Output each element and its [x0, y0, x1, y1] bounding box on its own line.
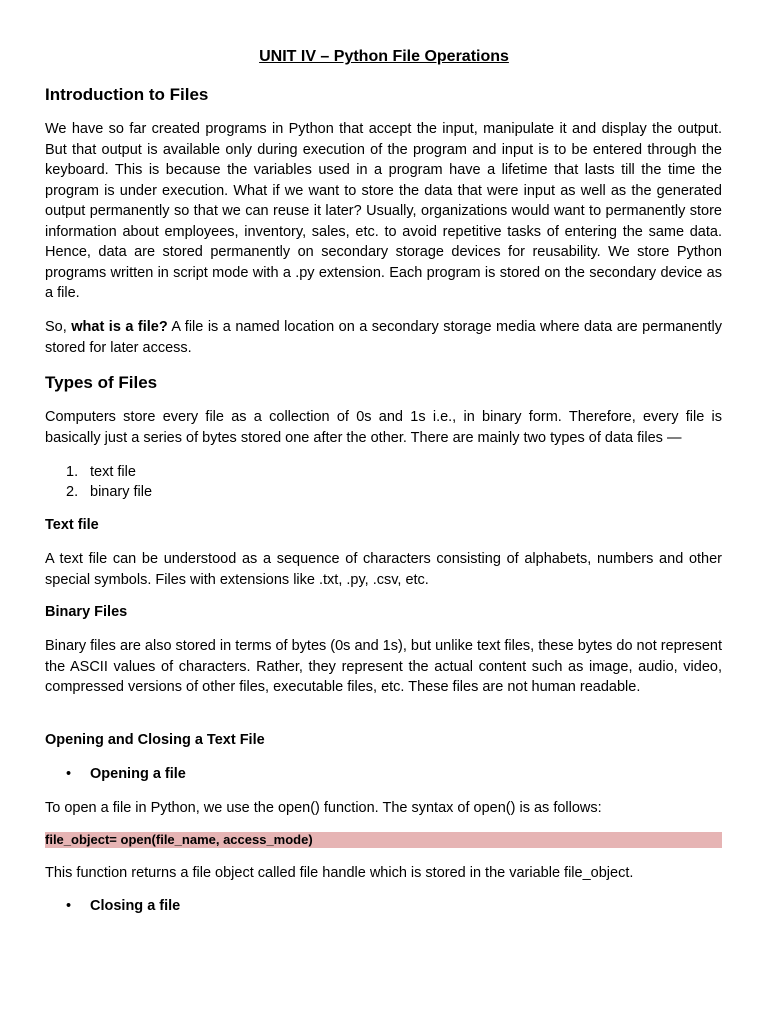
- binary-files-heading: Binary Files: [45, 604, 128, 620]
- list-number: 1.: [66, 464, 79, 480]
- para-bold-question: what is a file?: [71, 319, 168, 335]
- bullet-opening-file: [66, 764, 186, 784]
- para-prefix: So,: [45, 319, 72, 335]
- bullet-text: Closing a file: [90, 898, 181, 914]
- open-paragraph: To open a file in Python, we use the open() function. The syntax of open() is as follows:: [45, 800, 602, 816]
- syntax-code-line: file_object= open(file_name, access_mode): [45, 832, 722, 848]
- intro-paragraph: We have so far created programs in Python that accept the input, manipulate it and display the output. But that output is available only during execution of the program and input is to be entered through the keyboard. This is because the variables used in a program have a lifetime that lasts till the time the program is under execution. What if we want to store the data that were input as well as the generated output permanently so that we can reuse it later? Usually, organizations would want to permanently store information about employees, inventory, sales, etc. to avoid repetitive tasks of entering the same data. Hence, data are stored permanently on secondary storage devices for reusability. We store Python programs written in script mode with a .py extension. Each program is stored on the secondary device as a file.: [45, 121, 722, 301]
- list-item: [66, 462, 136, 482]
- text-file-heading: Text file: [45, 517, 99, 533]
- list-text: binary file: [90, 484, 153, 500]
- binary-files-paragraph: Binary files are also stored in terms of bytes (0s and 1s), but unlike text files, these bytes do not represent the ASCII values of characters. Rather, they represent the actual content such as image, audio, video, compressed versions of other files, executable files, etc. These files are not human readable.: [45, 638, 723, 695]
- bullet-icon: •: [66, 898, 72, 914]
- page-title: UNIT IV – Python File Operations: [259, 48, 509, 65]
- after-syntax-paragraph: This function returns a file object called file handle which is stored in the variable file_object.: [45, 865, 634, 881]
- bullet-closing-file: [66, 896, 180, 916]
- types-paragraph: Computers store every file as a collection of 0s and 1s i.e., in binary form. Therefore, every file is basically just a series of bytes stored one after the other. There are mainly two types of data files —: [45, 409, 722, 446]
- list-number: 2.: [66, 484, 79, 500]
- para-rest: A file is a named location on a secondary storage media where data are permanently stored for later access.: [45, 319, 722, 356]
- types-heading: Types of Files: [45, 373, 158, 392]
- what-is-file-paragraph: [45, 317, 722, 358]
- open-close-heading: Opening and Closing a Text File: [45, 732, 265, 748]
- text-file-paragraph: A text file can be understood as a sequence of characters consisting of alphabets, numbers and other special symbols. Files with extensions like .txt, .py, .csv, etc.: [45, 551, 722, 588]
- list-text: text file: [90, 464, 136, 480]
- list-item: [66, 482, 152, 502]
- intro-heading: Introduction to Files: [45, 85, 209, 104]
- bullet-text: Opening a file: [90, 766, 186, 782]
- bullet-icon: •: [66, 766, 72, 782]
